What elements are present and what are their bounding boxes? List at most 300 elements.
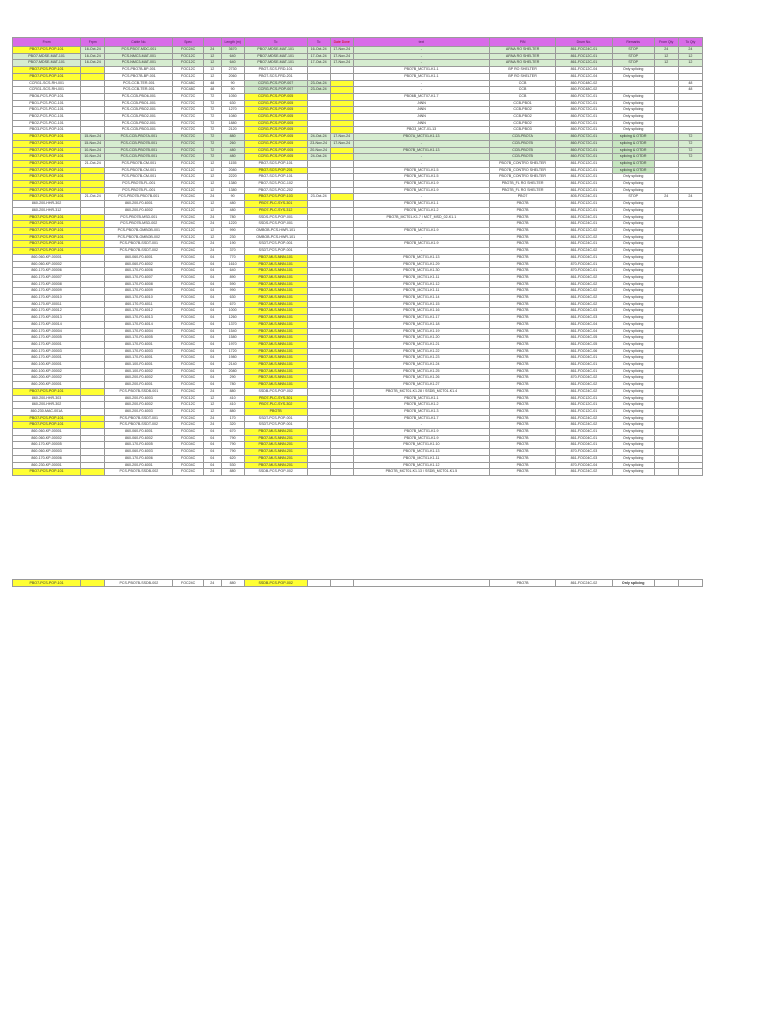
cell: PBO7-MLS-NNN-101 (244, 315, 307, 322)
cell (654, 227, 678, 234)
cell (81, 315, 105, 322)
cell (654, 429, 678, 436)
col-header: Drum No. (556, 38, 613, 47)
cell (330, 415, 353, 422)
cell: 530 (221, 462, 244, 469)
table-row (13, 422, 703, 429)
cell: 170 (221, 415, 244, 422)
cell (81, 241, 105, 248)
cell: PBO7-PLC-SYS-312 (244, 207, 307, 214)
cell (330, 174, 353, 181)
cell: 860-200-F0-6001 (105, 201, 173, 208)
cell: PBO7-SCS-POP-101 (244, 160, 307, 167)
cell: 17-Oct-24 (307, 60, 330, 67)
cell (330, 455, 353, 462)
cell: PBO7B (490, 402, 556, 409)
cell: 860-FOC48C-02 (556, 87, 613, 94)
cell (307, 469, 330, 476)
cell: 24 (654, 194, 678, 201)
cell (81, 268, 105, 275)
cell: 861-FOC12C-01 (556, 187, 613, 194)
cell: 861-FOC24C-01 (556, 214, 613, 221)
cell: FOC04C (173, 301, 203, 308)
table-row (13, 462, 703, 469)
cell: 72 (678, 154, 702, 161)
cell: 04 (203, 442, 221, 449)
table-body (13, 47, 703, 476)
cell: 17-Nov-24 (330, 140, 353, 147)
table-row (13, 328, 703, 335)
table-row (13, 368, 703, 375)
cell: 860-100-F0-6001 (105, 362, 173, 369)
cell: 861-FOC24C-01 (556, 221, 613, 228)
cell: Only splicing (612, 207, 654, 214)
cell (81, 462, 105, 469)
cell (307, 362, 330, 369)
cell: 860-170-F0-6001 (105, 341, 173, 348)
cell: 861-FOC04C-01 (556, 254, 613, 261)
cell: Only splicing (612, 328, 654, 335)
cell: 2140 (221, 362, 244, 369)
cell (330, 308, 353, 315)
cell: 860-170-KP-00006 (13, 455, 81, 462)
cell: 860-170-F0-6009 (105, 288, 173, 295)
cell (678, 127, 702, 134)
cell: 861-FOC12C-04 (556, 67, 613, 74)
cell: Only splicing (612, 388, 654, 395)
cell: 861-FOC12C-01 (556, 60, 613, 67)
col-header: Cable No. (105, 38, 173, 47)
cell: PCS-CCB-PBO7B-001 (105, 154, 173, 161)
cell: 2730 (221, 67, 244, 74)
cell: 860-170-F0-6003 (105, 348, 173, 355)
cell: CCRG1-SCS-RH-001 (13, 87, 81, 94)
cell: PBO7-MLS-NNN-101 (244, 382, 307, 389)
cell: FOC12C (173, 73, 203, 80)
cell: 861-FOC24C-02 (556, 422, 613, 429)
cell (81, 181, 105, 188)
cell (654, 315, 678, 322)
cell: FOC72C (173, 154, 203, 161)
cell: CCB-PBO7B (490, 140, 556, 147)
header-row (13, 38, 703, 47)
cell: FOC04C (173, 254, 203, 261)
table-row (13, 53, 703, 60)
cell: FOC04C (173, 429, 203, 436)
cell: 861-FOC04C-05 (556, 341, 613, 348)
cell: PBO7B (490, 348, 556, 355)
cell: Only splicing (612, 422, 654, 429)
cell (654, 382, 678, 389)
cell: 12 (654, 53, 678, 60)
table-row (13, 254, 703, 261)
cell (307, 368, 330, 375)
cell: 3670 (221, 47, 244, 54)
table-row (13, 435, 703, 442)
cell (330, 422, 353, 429)
cell: 24 (678, 194, 702, 201)
cell (81, 348, 105, 355)
cell: PBO1-PCS-POC-101 (13, 107, 81, 114)
cell: Only splicing (612, 100, 654, 107)
cell: PCS-PBO7B-SSDT-001 (105, 241, 173, 248)
cell: PBO7B_CONTRO SHELTER (490, 167, 556, 174)
cell: CCB-PBO7B (490, 147, 556, 154)
table-row (13, 274, 703, 281)
cell (654, 154, 678, 161)
cell (654, 181, 678, 188)
cell (81, 93, 105, 100)
cell: PBO7-PCS-POP-101 (13, 248, 81, 255)
cell: 860-170-KP-00001 (13, 341, 81, 348)
cell: PBO7B_MCT01-K1.22 (353, 348, 489, 355)
cell: 860-200-HHR-312 (13, 207, 81, 214)
cell: PBO7-PCS-POP-101 (13, 221, 81, 228)
cell: PBO7-PCS-POP-101 (13, 134, 81, 141)
cell: PCS-NMC3-MAT-001 (105, 53, 173, 60)
cell: 860-200-F0-6002 (105, 402, 173, 409)
cell (81, 100, 105, 107)
cell: Only splicing (612, 301, 654, 308)
cell: PBO7B (490, 201, 556, 208)
cell (654, 174, 678, 181)
cell (654, 348, 678, 355)
cell: FOC24C (173, 415, 203, 422)
cell: 861-FOC04C-01 (556, 435, 613, 442)
cell (678, 348, 702, 355)
cell (330, 127, 353, 134)
cell: - (353, 154, 489, 161)
cell: PBO3_MCT-01-13 (353, 127, 489, 134)
cell: 620 (221, 455, 244, 462)
cell: 1080 (221, 114, 244, 121)
cell (678, 73, 702, 80)
cell: PBO7B_MCT01-K1.9 (353, 181, 489, 188)
cell: Only splicing (612, 315, 654, 322)
cell (330, 341, 353, 348)
cell: splicing & OTDR (612, 140, 654, 147)
cell: 2060 (221, 73, 244, 80)
cell: 72 (203, 127, 221, 134)
cell (81, 248, 105, 255)
cell (81, 341, 105, 348)
cell: PBO2-PCS-POC-101 (13, 120, 81, 127)
cell: STOP (612, 194, 654, 201)
cell: 860-170-KP-00007 (13, 274, 81, 281)
cell: splicing & OTDR (612, 167, 654, 174)
cell: 640 (221, 60, 244, 67)
cell: 12 (203, 60, 221, 67)
cell: 410 (221, 395, 244, 402)
cell: Only splicing (612, 368, 654, 375)
cell: CCRG-PCS-POP-005 (244, 140, 307, 147)
cell (330, 315, 353, 322)
cell: Only splicing (612, 254, 654, 261)
cell (307, 288, 330, 295)
cell (307, 402, 330, 409)
cell (678, 462, 702, 469)
cell (654, 147, 678, 154)
cell: PBO7-PCS-POP-103 (244, 194, 307, 201)
cell: 870-FOC04C-02 (556, 375, 613, 382)
cell (654, 442, 678, 449)
cell: CCB-PBO7B (490, 154, 556, 161)
cell (330, 301, 353, 308)
table-row (13, 140, 703, 147)
cell: Only splicing (612, 402, 654, 409)
cell: PBO7-MLS-NNN-101 (244, 261, 307, 268)
cell: PBO7-PLC-SYS-301 (244, 395, 307, 402)
cell: PBO7B_MCT01-K1.11 (353, 288, 489, 295)
cell: 320 (221, 422, 244, 429)
cell (307, 580, 330, 587)
cell: 860-200-F0-6003 (105, 408, 173, 415)
cell (81, 388, 105, 395)
cell: PBO7B (490, 254, 556, 261)
cell (678, 455, 702, 462)
cell (654, 408, 678, 415)
cell (330, 114, 353, 121)
cell (81, 429, 105, 436)
cell: CCB-PBO2 (490, 120, 556, 127)
cell (678, 234, 702, 241)
cell (330, 80, 353, 87)
cell: 480 (221, 154, 244, 161)
cell (330, 73, 353, 80)
cell (654, 580, 678, 587)
table-row (13, 227, 703, 234)
cell: FOC72C (173, 114, 203, 121)
cell: - (353, 194, 489, 201)
table-row (13, 87, 703, 94)
cell (81, 580, 105, 587)
cell: PBO7B_MCT01-K1.13 (353, 449, 489, 456)
cell: PBO7B_MCT01-K1.9 (353, 227, 489, 234)
table-row (13, 181, 703, 188)
cell: 1000 (221, 308, 244, 315)
cell: 1540 (221, 328, 244, 335)
cell: 24 (203, 415, 221, 422)
cell: Only splicing (612, 120, 654, 127)
cell: PCS-CCB-PBO3-001 (105, 127, 173, 134)
cell (678, 274, 702, 281)
cell: FOC72C (173, 127, 203, 134)
cell (330, 580, 353, 587)
cell: PBO7-PCS-POP-101 (13, 194, 81, 201)
cell: -NNN (353, 120, 489, 127)
cell (307, 114, 330, 121)
cell: 860-060-KP-00002 (13, 261, 81, 268)
cell: PBO7-PCS-POP-101 (13, 227, 81, 234)
cell (307, 120, 330, 127)
cell (330, 194, 353, 201)
cell: 860-060-KP-00003 (13, 449, 81, 456)
cell (307, 455, 330, 462)
cell: PCS-CCB-PBO2-001 (105, 107, 173, 114)
cell (81, 114, 105, 121)
cell: CCRG1-SCS-RH-001 (13, 80, 81, 87)
cell (307, 207, 330, 214)
table-row (13, 154, 703, 161)
cell: 04 (203, 261, 221, 268)
cell: BP RO SHELTER (490, 73, 556, 80)
cell: PBO7-MLS-NNN-101 (244, 375, 307, 382)
cell: PBO7B_MCT01-K1.12 (353, 462, 489, 469)
cell: PBO7B_MCT01-K1.26 (353, 375, 489, 382)
cell: 861-FOC04C-02 (556, 281, 613, 288)
cell (330, 241, 353, 248)
cell: Only splicing (612, 268, 654, 275)
cell (307, 415, 330, 422)
cell: 480 (221, 147, 244, 154)
cell: PBO7B_MCT01-K1.5 (353, 174, 489, 181)
cell (678, 295, 702, 302)
cell: FOC72C (173, 120, 203, 127)
cell: PBO7B_MCT01-K1.9 (353, 241, 489, 248)
cell: CCRG-PCS-POP-005 (244, 134, 307, 141)
cell: 860-170-F0-6007 (105, 274, 173, 281)
cell (678, 67, 702, 74)
cell (678, 422, 702, 429)
cell (654, 207, 678, 214)
cell: PBO7B (490, 422, 556, 429)
cell: 861-FOC24C-02 (556, 388, 613, 395)
cell: 780 (221, 382, 244, 389)
cell: PBO6-PCS-POP-101 (13, 93, 81, 100)
cell: FOC04C (173, 449, 203, 456)
cell: PBO7-PCS-POP-101 (13, 47, 81, 54)
cell: 890 (221, 274, 244, 281)
cell: PBO7-MLS-NNN-101 (244, 328, 307, 335)
cell (307, 435, 330, 442)
cell: 861-FOC04C-01 (556, 442, 613, 449)
table-row (13, 187, 703, 194)
cell: PBO7B_MCT01-K1.9 (353, 435, 489, 442)
cell (654, 114, 678, 121)
table-row (13, 221, 703, 228)
cell: SSDS-PCS-POP-001 (244, 221, 307, 228)
cell: FOC24C (173, 248, 203, 255)
cell: Only splicing (612, 308, 654, 315)
cell (330, 248, 353, 255)
cell (81, 167, 105, 174)
cell: PBO7-MDSE-MAT-101 (13, 53, 81, 60)
cell: PBO7B_MCT01-K1.13 (353, 147, 489, 154)
cell: FOC12C (173, 187, 203, 194)
cell: 860-060-KP-00001 (13, 254, 81, 261)
cell: FOC04C (173, 261, 203, 268)
cell (330, 429, 353, 436)
cell: PCS-PBO7B-FL-001 (105, 187, 173, 194)
cell: 12 (203, 160, 221, 167)
cell: FOC04C (173, 442, 203, 449)
table-row (13, 194, 703, 201)
cell: PCS-PBO7B-PBO7B-001 (105, 194, 173, 201)
cell (81, 201, 105, 208)
cell: FOC04C (173, 288, 203, 295)
cell: 04 (203, 335, 221, 342)
cell (330, 187, 353, 194)
cell: FOC72C (173, 107, 203, 114)
cell: SSDS-PCS-POP-001 (244, 214, 307, 221)
cell: PBO7-MDSE-MAT-101 (244, 47, 307, 54)
cell: 04 (203, 254, 221, 261)
cell: 17-Nov-24 (330, 134, 353, 141)
cell (654, 462, 678, 469)
cell: PBO7-MLS-NNN-201 (244, 442, 307, 449)
cell: 860-FOC72C-01 (556, 107, 613, 114)
cell: -NNN (353, 107, 489, 114)
cell: PBO7-MLS-NNN-201 (244, 462, 307, 469)
cell: 860-200-F0-6002 (105, 207, 173, 214)
cell: Only splicing (612, 114, 654, 121)
cell (678, 187, 702, 194)
cell: PBO7B_MCT01-K1.24 (353, 362, 489, 369)
cell: 790 (221, 449, 244, 456)
col-header: To (307, 38, 330, 47)
col-header: Length (m) (221, 38, 244, 47)
cell: FOC24C (173, 194, 203, 201)
cell: 72 (678, 140, 702, 147)
cell: 04 (203, 315, 221, 322)
table-row (13, 248, 703, 255)
cell: 860-170-KP-00012 (13, 308, 81, 315)
cell (654, 167, 678, 174)
cell: PBO2-PCS-POC-101 (13, 114, 81, 121)
cell: FOC12C (173, 234, 203, 241)
cell (678, 449, 702, 456)
cell (330, 154, 353, 161)
cell: 1580 (221, 335, 244, 342)
cell: STOP (612, 53, 654, 60)
cell: 780 (221, 214, 244, 221)
cell (678, 335, 702, 342)
cell: FOC12C (173, 167, 203, 174)
cell (307, 174, 330, 181)
cell (678, 248, 702, 255)
cell (330, 362, 353, 369)
cell (678, 341, 702, 348)
cell: 1380 (221, 181, 244, 188)
cell (678, 315, 702, 322)
cell: PBO7B_MCT01-K1.25 (353, 368, 489, 375)
table-row (13, 301, 703, 308)
cell: FOC12C (173, 408, 203, 415)
cell (678, 395, 702, 402)
cell: Only splicing (612, 295, 654, 302)
cell (307, 248, 330, 255)
cell: 16-Oct-24 (81, 53, 105, 60)
table-row (13, 114, 703, 121)
cell (81, 395, 105, 402)
cell: FOC24C (173, 241, 203, 248)
cell: 1720 (221, 348, 244, 355)
cell (678, 221, 702, 228)
cell: 1610 (221, 261, 244, 268)
cell: 04 (203, 435, 221, 442)
cell: PBO7-SCS-POP-201 (244, 167, 307, 174)
cell: PBO7B (490, 315, 556, 322)
cell: Only splicing (612, 181, 654, 188)
cell (81, 408, 105, 415)
cell: FOC24C (173, 47, 203, 54)
cell: PBO7-PCS-POP-101 (13, 415, 81, 422)
cell: PBO7-PCS-POP-101 (13, 422, 81, 429)
cell: FOC04C (173, 328, 203, 335)
cell: 260 (221, 140, 244, 147)
cell: PBO7-PCS-POP-101 (13, 167, 81, 174)
cell (654, 449, 678, 456)
